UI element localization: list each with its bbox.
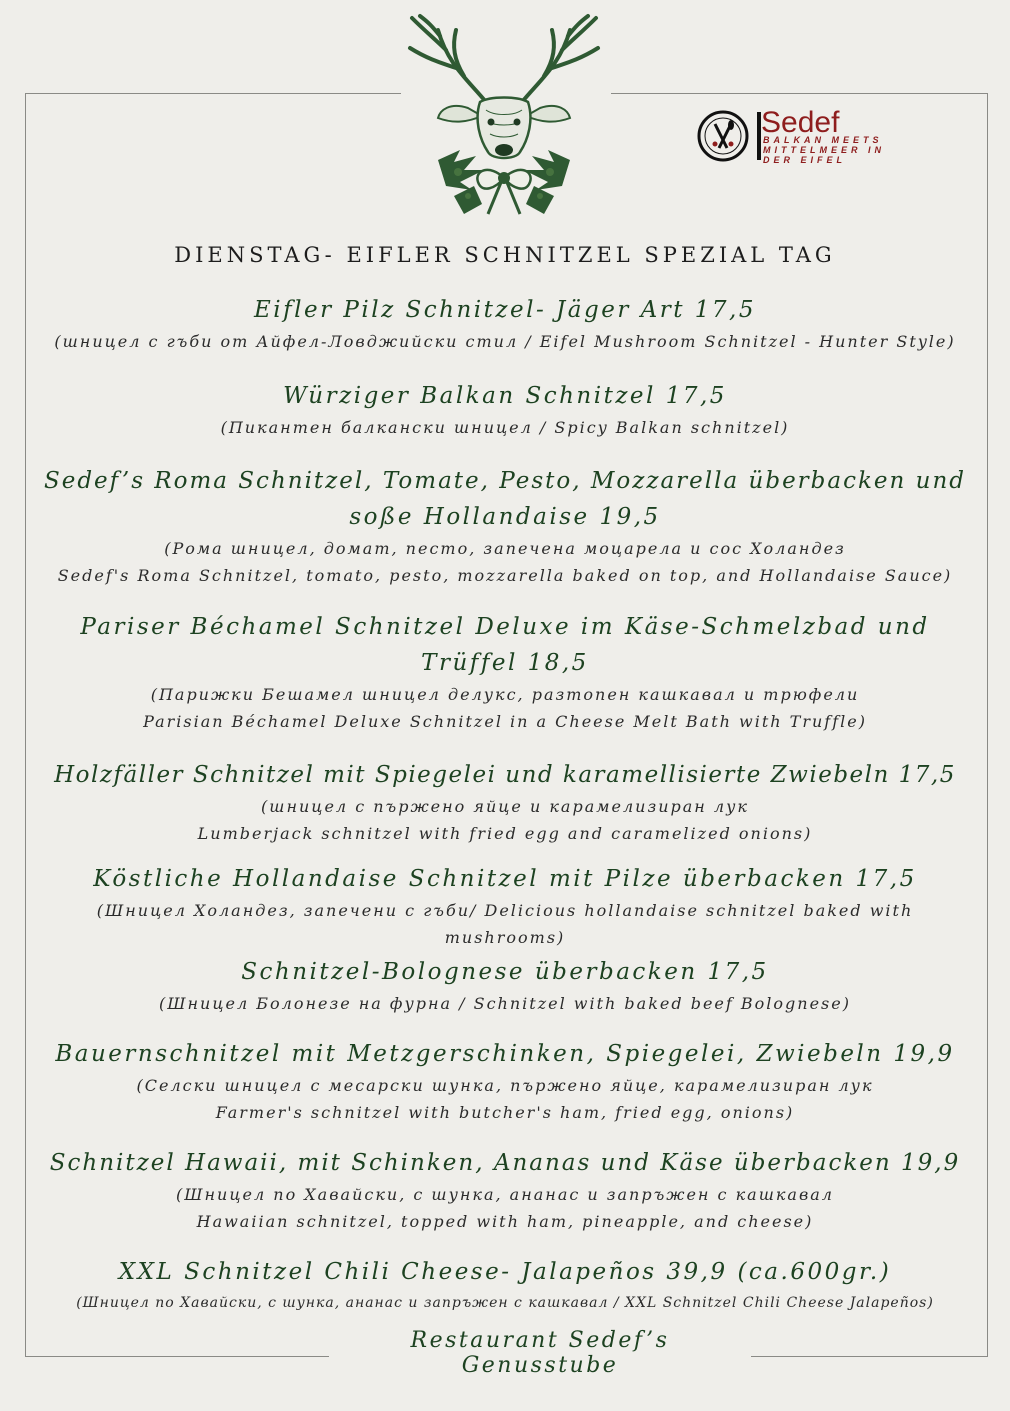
menu-item: [40, 463, 970, 589]
logo-tagline-line2: MITTELMEER IN: [763, 145, 885, 155]
menu-item-translation: (Пикантен балкански шницел / Spicy Balkan schnitzel): [220, 418, 790, 437]
frame-border-left: [25, 93, 26, 1356]
fork-knife-badge-icon: [697, 110, 749, 162]
menu-item: [40, 1145, 970, 1235]
frame-border-top-right: [611, 93, 988, 94]
menu-item-translation: (Парижки Бешамел шницел делукс, разтопен кашкавал и трюфели: [150, 685, 860, 704]
menu-item-translation: (Рома шницел, домат, песто, запечена моцарела и сос Холандез: [164, 539, 846, 558]
menu-item: [40, 954, 970, 1017]
menu-item-translation-en: Hawaiian schnitzel, topped with ham, pineapple, and cheese): [196, 1212, 814, 1231]
menu-item: [40, 757, 970, 847]
menu-item-title: Schnitzel-Bolognese überbacken 17,5: [241, 959, 769, 985]
frame-border-top-left: [25, 93, 401, 94]
menu-item-title: Bauernschnitzel mit Metzgerschinken, Spiegelei, Zwiebeln 19,9: [55, 1041, 955, 1067]
menu-item-translation: (Шницел Болонезе на фурна / Schnitzel with baked beef Bolognese): [159, 994, 851, 1013]
menu-item-title: Köstliche Hollandaise Schnitzel mit Pilze überbacken 17,5: [93, 866, 917, 892]
menu-item-translation-en: Lumberjack schnitzel with fried egg and caramelized onions): [197, 824, 813, 843]
menu-item-title-cont: Trüffel 18,5: [421, 650, 589, 676]
frame-border-right: [987, 93, 988, 1356]
logo-tagline-line3: DER EIFEL: [763, 155, 847, 165]
menu-item-translation: (Шницел по Хавайски, с шунка, ананас и запръжен с кашкавал / XXL Schnitzel Chili Cheese Jalapeños): [76, 1295, 934, 1311]
menu-item-translation-cont: mushrooms): [444, 928, 566, 947]
menu-item: [40, 861, 970, 951]
menu-item-title-cont: soße Hollandaise 19,5: [349, 504, 661, 530]
menu-item-title: XXL Schnitzel Chili Cheese- Jalapeños 39,9 (ca.600gr.): [118, 1259, 892, 1285]
frame-border-bottom-right: [751, 1356, 988, 1357]
menu-item-translation: (Шницел Холандез, запечени с гъби/ Delicious hollandaise schnitzel baked with: [96, 901, 914, 920]
menu-item: [40, 378, 970, 441]
menu-item-title: Eifler Pilz Schnitzel- Jäger Art 17,5: [253, 297, 757, 323]
menu-item-translation-en: Parisian Béchamel Deluxe Schnitzel in a Cheese Melt Bath with Truffle): [143, 712, 867, 731]
logo-tagline-line1: BALKAN MEETS: [763, 135, 883, 145]
menu-item-title: Würziger Balkan Schnitzel 17,5: [283, 383, 727, 409]
menu-item-translation-en: Farmer's schnitzel with butcher's ham, fried egg, onions): [215, 1103, 795, 1122]
stag-head-illustration: [398, 10, 610, 220]
menu-item: [40, 1254, 970, 1317]
frame-border-bottom-left: [25, 1356, 329, 1357]
menu-item-title: Schnitzel Hawaii, mit Schinken, Ananas und Käse überbacken 19,9: [49, 1150, 961, 1176]
menu-heading: DIENSTAG- EIFLER SCHNITZEL SPEZIAL TAG: [174, 243, 836, 267]
menu-item: [40, 609, 970, 735]
menu-item-translation-en: Sedef's Roma Schnitzel, tomato, pesto, mozzarella baked on top, and Hollandaise Sauce): [57, 566, 953, 585]
restaurant-logo: [697, 108, 947, 168]
menu-item-title: Pariser Béchamel Schnitzel Deluxe im Käse-Schmelzbad und: [80, 614, 930, 640]
menu-item-translation: (Селски шницел с месарски шунка, пържено яйце, карамелизиран лук: [136, 1076, 874, 1095]
menu-item-translation: (Шницел по Хавайски, с шунка, ананас и запръжен с кашкавал: [176, 1185, 834, 1204]
menu-item-title: Sedef’s Roma Schnitzel, Tomate, Pesto, Mozzarella überbacken und: [43, 468, 967, 494]
logo-name: Sedef: [761, 106, 840, 139]
menu-item-translation: (шницел с пържено яйце и карамелизиран лук: [261, 797, 749, 816]
menu-item-translation: (шницел с гъби от Айфел-Ловджийски стил / Eifel Mushroom Schnitzel - Hunter Style): [54, 332, 956, 351]
menu-item: [40, 1036, 970, 1126]
restaurant-footer-name: Restaurant Sedef’s Genusstube: [410, 1328, 670, 1378]
menu-item-title: Holzfäller Schnitzel mit Spiegelei und karamellisierte Zwiebeln 17,5: [54, 762, 956, 788]
menu-item: [40, 292, 970, 355]
